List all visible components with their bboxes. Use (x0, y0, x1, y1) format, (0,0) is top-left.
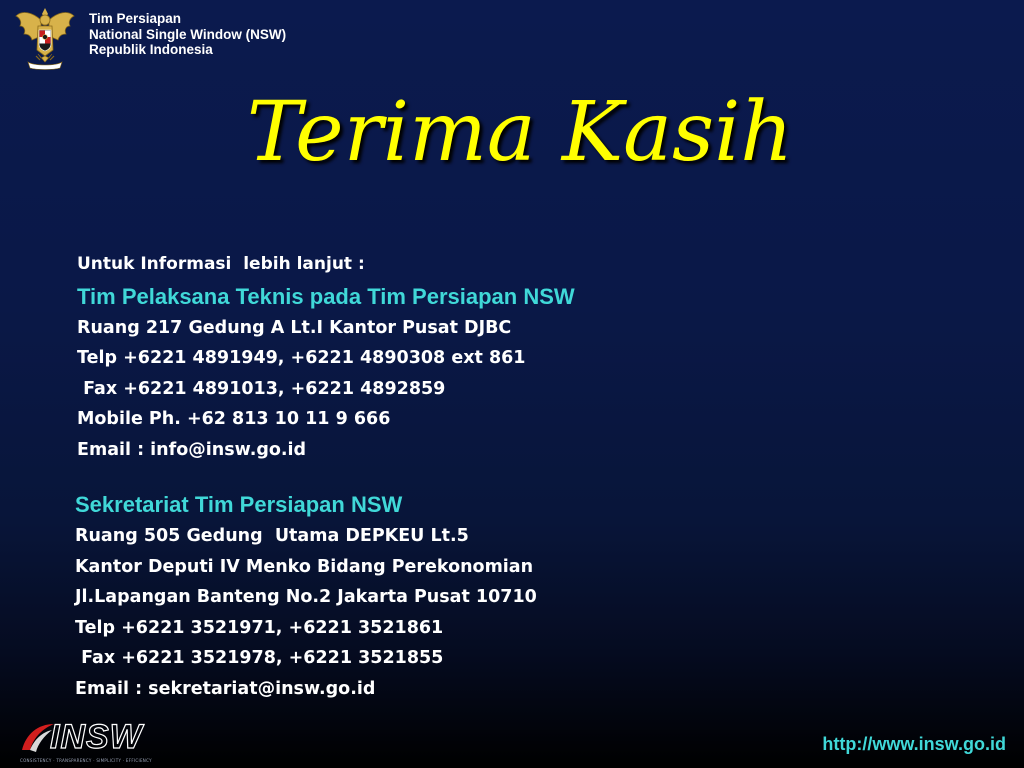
secretariat-room: Ruang 505 Gedung Utama DEPKEU Lt.5 (75, 526, 469, 546)
header-line-3: Republik Indonesia (89, 42, 213, 57)
info-intro: Untuk Informasi lebih lanjut : (77, 254, 365, 274)
insw-logo (20, 718, 170, 766)
slide-title: Terima Kasih (246, 85, 794, 180)
technical-team-mobile: Mobile Ph. +62 813 10 11 9 666 (77, 409, 391, 429)
header-line-1: Tim Persiapan (89, 11, 182, 26)
secretariat-email: Email : sekretariat@insw.go.id (75, 678, 376, 699)
logo-wordmark: INSW (50, 718, 143, 756)
header-text (89, 11, 286, 58)
logo-tagline: CONSISTENCY · TRANSPARENCY · SIMPLICITY · EFFICIENCY (20, 758, 152, 763)
secretariat-name: Sekretariat Tim Persiapan NSW (75, 492, 403, 517)
contact-block-secretariat (75, 488, 537, 704)
garuda-emblem-icon (14, 6, 76, 70)
technical-team-fax: Fax +6221 4891013, +6221 4892859 (77, 378, 446, 399)
secretariat-address: Jl.Lapangan Banteng No.2 Jakarta Pusat 10710 (75, 587, 537, 607)
secretariat-office: Kantor Deputi IV Menko Bidang Perekonomian (75, 556, 534, 577)
website-link[interactable]: http://www.insw.go.id (822, 734, 1006, 754)
technical-team-phone: Telp +6221 4891949, +6221 4890308 ext 861 (77, 348, 526, 368)
technical-team-name: Tim Pelaksana Teknis pada Tim Persiapan NSW (77, 283, 575, 309)
header-line-2: National Single Window (NSW) (89, 26, 287, 42)
technical-team-email: Email : info@insw.go.id (77, 439, 307, 460)
secretariat-fax: Fax +6221 3521978, +6221 3521855 (75, 648, 444, 668)
secretariat-phone: Telp +6221 3521971, +6221 3521861 (75, 617, 444, 638)
contact-block-technical-team (77, 249, 575, 465)
header (0, 0, 400, 80)
technical-team-address: Ruang 217 Gedung A Lt.I Kantor Pusat DJBC (77, 317, 512, 338)
